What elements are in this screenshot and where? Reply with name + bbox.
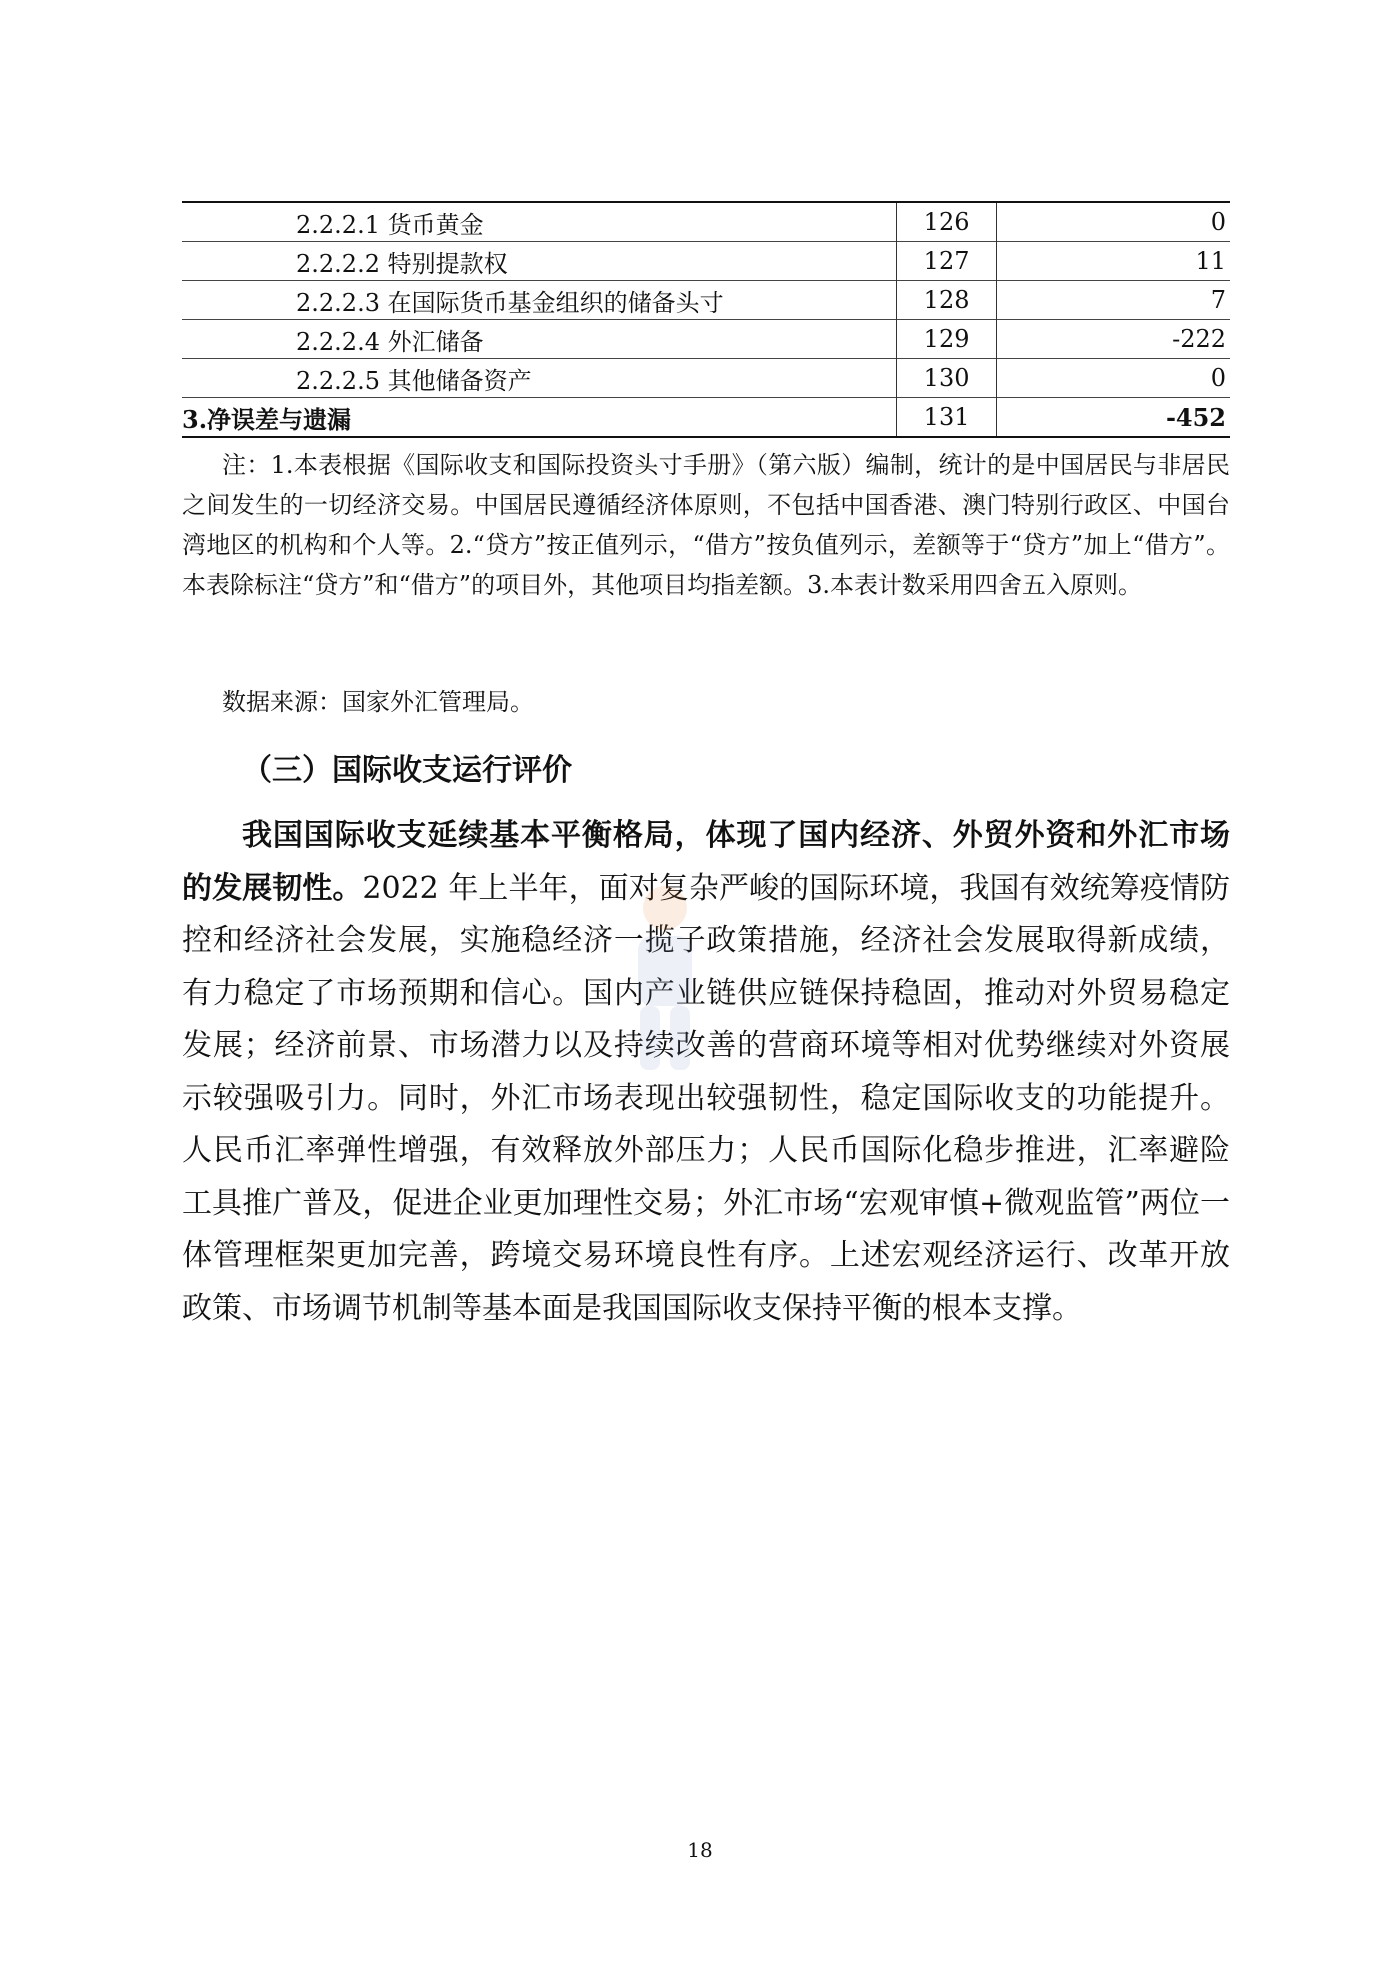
row-code: 128 <box>896 281 997 320</box>
table-row <box>182 242 1230 281</box>
row-label: 2.2.2.5 其他储备资产 <box>296 366 532 395</box>
row-value: 11 <box>997 242 1230 281</box>
row-value: -222 <box>997 320 1230 359</box>
balance-of-payments-table <box>182 201 1230 438</box>
row-label: 3.净误差与遗漏 <box>182 398 896 438</box>
row-value: 7 <box>997 281 1230 320</box>
paragraph-lead: 我国国际收支延续基本平衡格局，体现了国内经济、外贸外资和外汇市场的发展韧性。 <box>182 818 1230 906</box>
row-label: 2.2.2.4 外汇储备 <box>296 327 484 356</box>
row-code: 129 <box>896 320 997 359</box>
table-row-total <box>182 398 1230 438</box>
row-code: 127 <box>896 242 997 281</box>
row-label: 2.2.2.2 特别提款权 <box>296 249 508 278</box>
table-row <box>182 320 1230 359</box>
row-value: 0 <box>997 359 1230 398</box>
page-number: 18 <box>687 1838 713 1862</box>
row-value: 0 <box>997 202 1230 242</box>
row-label: 2.2.2.1 货币黄金 <box>296 210 484 239</box>
data-source: 数据来源：国家外汇管理局。 <box>222 688 534 716</box>
row-label: 2.2.2.3 在国际货币基金组织的储备头寸 <box>296 288 724 317</box>
row-value: -452 <box>997 398 1230 438</box>
section-heading: （三）国际收支运行评价 <box>242 753 572 788</box>
table-row <box>182 359 1230 398</box>
paragraph-text: 2022 年上半年，面对复杂严峻的国际环境，我国有效统筹疫情防控和经济社会发展，实施稳经济一揽子政策措施，经济社会发展取得新成绩，有力稳定了市场预期和信心。国内产业链供应链保持稳固，推动对外贸易稳定发展；经济前景、市场潜力以及持续改善的营商环境等相对优势继续对外资展示较强吸引力。同时，外汇市场表现出较强韧性，稳定国际收支的功能提升。人民币汇率弹性增强，有效释放外部压力；人民币国际化稳步推进，汇率避险工具推广普及，促进企业更加理性交易；外汇市场“宏观审慎+微观监管”两位一体管理框架更加完善，跨境交易环境良性有序。上述宏观经济运行、改革开放政策、市场调节机制等基本面是我国国际收支保持平衡的根本支撑。 <box>182 870 1231 1326</box>
row-code: 130 <box>896 359 997 398</box>
row-code: 126 <box>896 202 997 242</box>
table-row <box>182 202 1230 242</box>
watermark-figure-icon <box>620 880 710 1080</box>
row-code: 131 <box>896 398 997 438</box>
table-note: 注：1.本表根据《国际收支和国际投资头寸手册》（第六版）编制，统计的是中国居民与非居民之间发生的一切经济交易。中国居民遵循经济体原则，不包括中国香港、澳门特别行政区、中国台湾地区的机构和个人等。2.“贷方”按正值列示，“借方”按负值列示，差额等于“贷方”加上“借方”。本表除标注“贷方”和“借方”的项目外，其他项目均指差额。3.本表计数采用四舍五入原则。 <box>182 451 1230 599</box>
table-row <box>182 281 1230 320</box>
